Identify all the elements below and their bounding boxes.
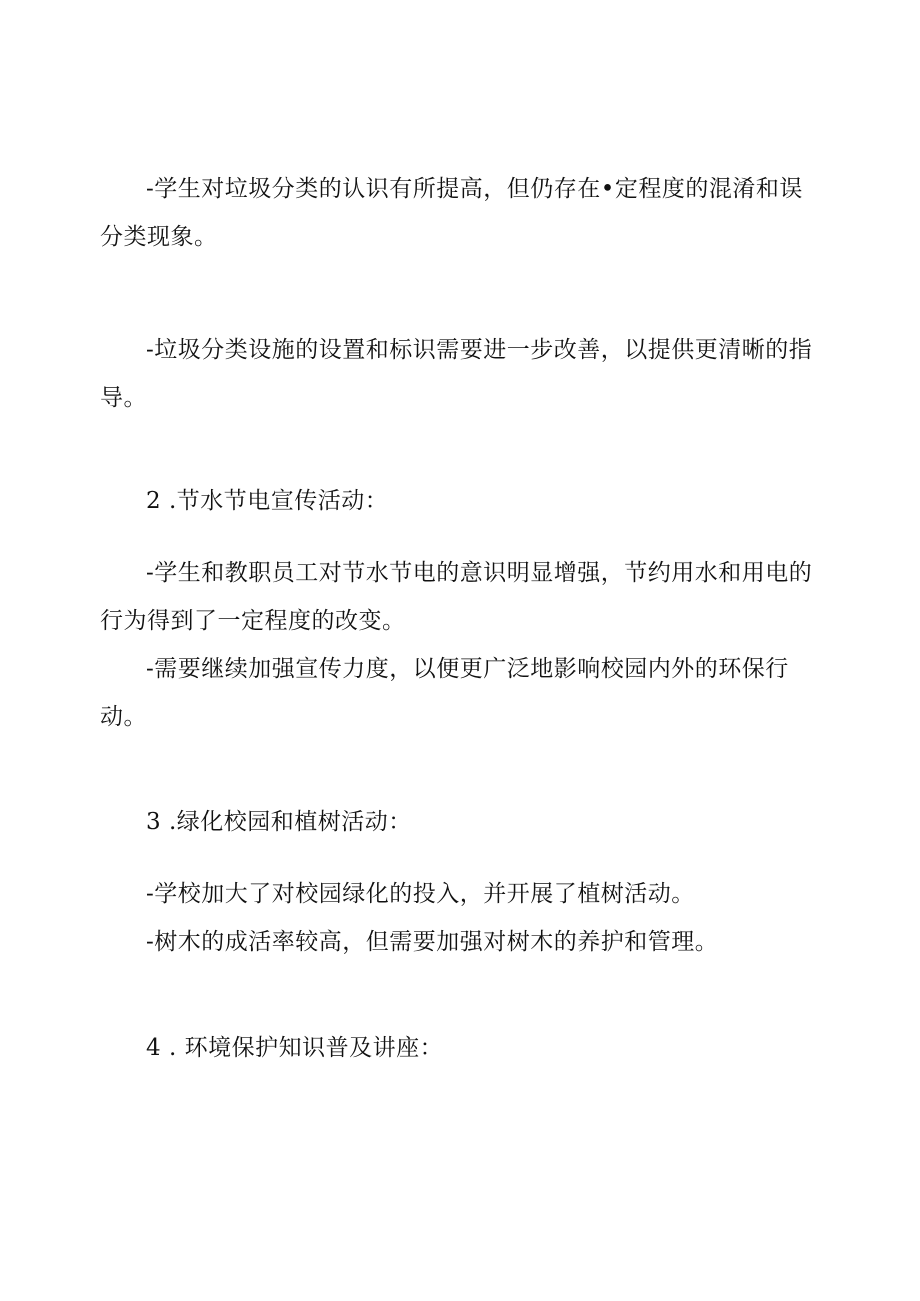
paragraph-line: 行为得到了一定程度的改变。 bbox=[100, 608, 406, 634]
section-heading-water-electricity: 2 .节水节电宣传活动： bbox=[146, 488, 389, 514]
paragraph-line: -学生和教职员工对节水节电的意识明显增强，节约用水和用电的 bbox=[146, 560, 813, 586]
paragraph-greening-investment bbox=[100, 870, 820, 918]
section-heading-environmental-lecture: 4 . 环境保护知识普及讲座： bbox=[146, 1035, 444, 1061]
paragraph-line: 导。 bbox=[100, 385, 147, 411]
paragraph-tree-maintenance bbox=[100, 918, 820, 966]
paragraph-line: 分类现象。 bbox=[100, 224, 218, 250]
paragraph-waste-sorting-awareness bbox=[100, 165, 820, 261]
paragraph-line: -需要继续加强宣传力度，以便更广泛地影响校园内外的环保行 bbox=[146, 656, 789, 682]
paragraph-water-electricity-awareness bbox=[100, 549, 820, 645]
paragraph-line: -树木的成活率较高，但需要加强对树木的养护和管理。 bbox=[146, 929, 719, 955]
paragraph-line: -学生对垃圾分类的认识有所提高，但仍存在•定程度的混淆和误 bbox=[146, 176, 803, 202]
paragraph-waste-sorting-facilities bbox=[100, 326, 820, 422]
paragraph-line: -学校加大了对校园绿化的投入，并开展了植树活动。 bbox=[146, 881, 695, 907]
section-heading-greening-campus: 3 .绿化校园和植树活动： bbox=[146, 809, 412, 835]
paragraph-line: 动。 bbox=[100, 704, 147, 730]
paragraph-line: -垃圾分类设施的设置和标识需要进一步改善，以提供更清晰的指 bbox=[146, 337, 813, 363]
paragraph-publicity-strengthen bbox=[100, 645, 820, 741]
